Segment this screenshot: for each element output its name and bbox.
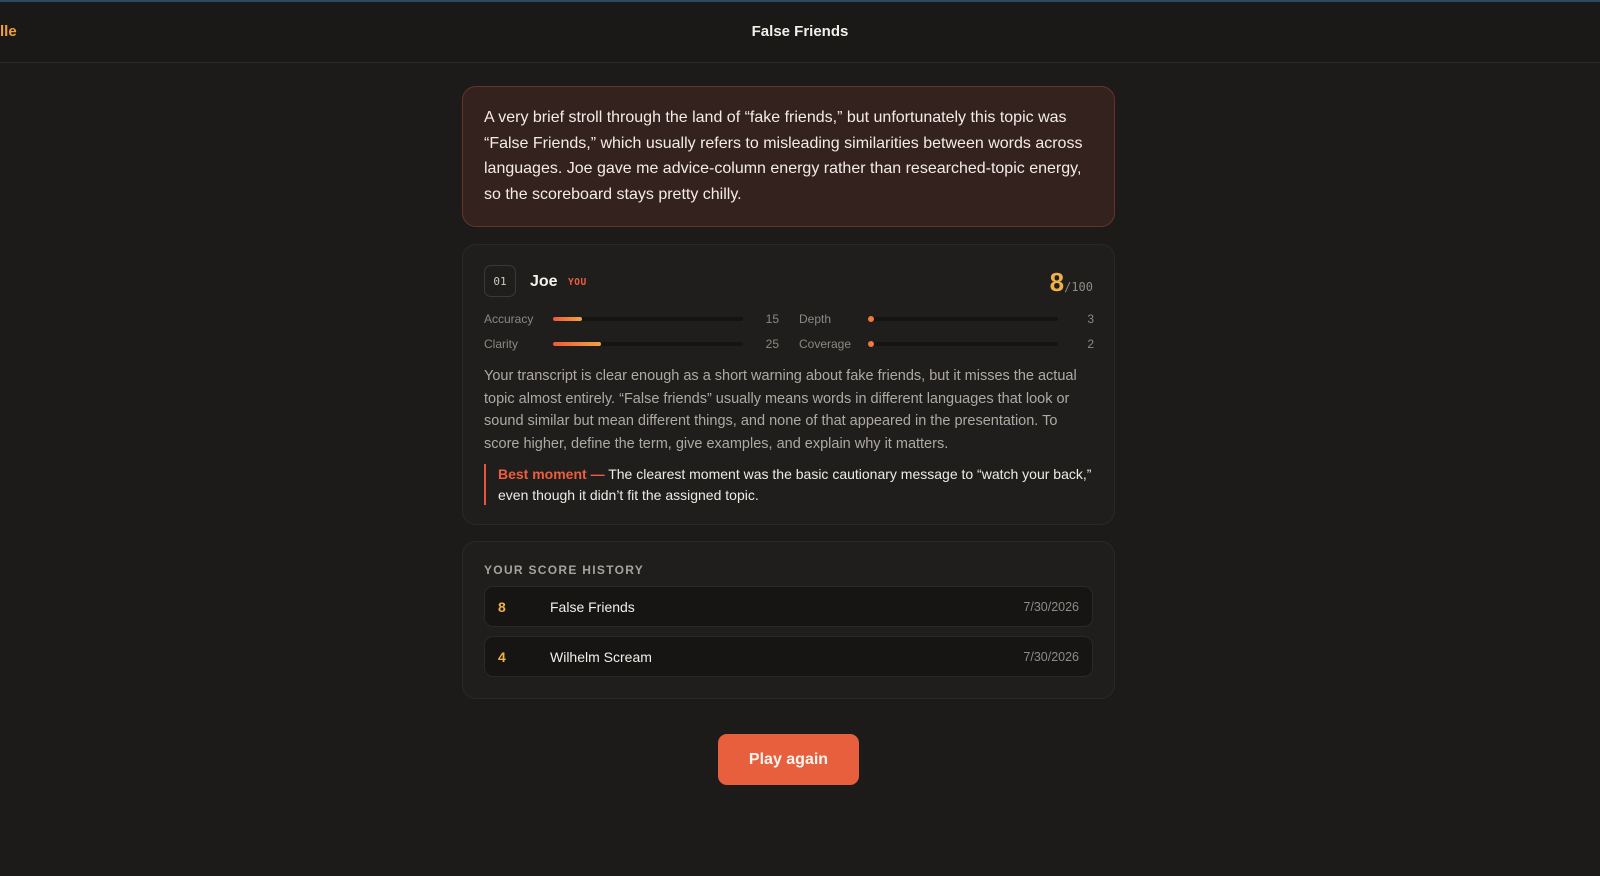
metric-value: 2 — [1087, 336, 1094, 351]
history-topic: Wilhelm Scream — [550, 649, 652, 665]
metric-bar — [868, 317, 1058, 321]
metric-label: Accuracy — [484, 311, 534, 326]
page-title: False Friends — [751, 23, 849, 40]
score-max: /100 — [1064, 280, 1093, 294]
score-history — [462, 541, 1115, 699]
metric-fill — [868, 316, 874, 322]
metric-coverage — [799, 335, 1094, 352]
player-score — [1050, 267, 1093, 298]
rank-badge: 01 — [484, 265, 516, 297]
history-topic: False Friends — [550, 599, 635, 615]
metric-value: 3 — [1087, 311, 1094, 326]
metric-clarity — [484, 335, 779, 352]
play-again-button[interactable]: Play again — [718, 734, 859, 785]
metric-label: Depth — [799, 311, 832, 326]
player-header — [484, 265, 1093, 298]
metric-fill — [868, 341, 874, 347]
best-moment-text: The clearest moment was the basic cautionary message to “watch your back,” even though it didn’t fit the assigned topic. — [498, 466, 1092, 503]
metric-value: 25 — [765, 336, 779, 351]
metric-bar — [868, 342, 1058, 346]
feedback-text: Your transcript is clear enough as a short warning about fake friends, but it misses the actual topic almost entirely. “False friends” usually means words in different languages that look or sound similar but mean different things, and none of that appeared in the presentation. To score higher, define the term, give examples, and explain why it matters. — [484, 368, 1077, 452]
metric-bar — [553, 342, 743, 346]
history-date: 7/30/2026 — [1023, 600, 1079, 614]
app-brand[interactable]: lle — [0, 23, 17, 40]
history-row[interactable] — [484, 586, 1093, 627]
metric-value: 15 — [765, 311, 779, 326]
top-bar — [0, 0, 1600, 63]
metrics-grid — [484, 310, 1093, 352]
summary-text: A very brief stroll through the land of “fake friends,” but unfortunately this topic was “False Friends,” which usually refers to misleading similarities between words across languages. Joe gave me advice-column energy rather than researched-topic energy, so the scoreboard stays pretty chilly. — [484, 109, 1083, 203]
history-row[interactable] — [484, 636, 1093, 677]
metric-label: Coverage — [799, 336, 852, 351]
metric-label: Clarity — [484, 336, 519, 351]
metric-depth — [799, 310, 1094, 327]
score-value: 8 — [1049, 267, 1065, 297]
best-moment-label: Best moment — — [498, 466, 605, 482]
history-score: 4 — [498, 649, 506, 665]
best-moment — [484, 464, 1093, 505]
metric-fill — [553, 317, 582, 321]
player-name: Joe — [530, 273, 558, 290]
player-card — [462, 244, 1115, 525]
results-column — [462, 86, 1115, 699]
history-score: 8 — [498, 599, 506, 615]
host-summary — [462, 86, 1115, 227]
score-history-title: YOUR SCORE HISTORY — [484, 563, 645, 577]
metric-fill — [553, 342, 601, 346]
metric-accuracy — [484, 310, 779, 327]
you-badge: YOU — [568, 277, 587, 288]
metric-bar — [553, 317, 743, 321]
history-date: 7/30/2026 — [1023, 650, 1079, 664]
